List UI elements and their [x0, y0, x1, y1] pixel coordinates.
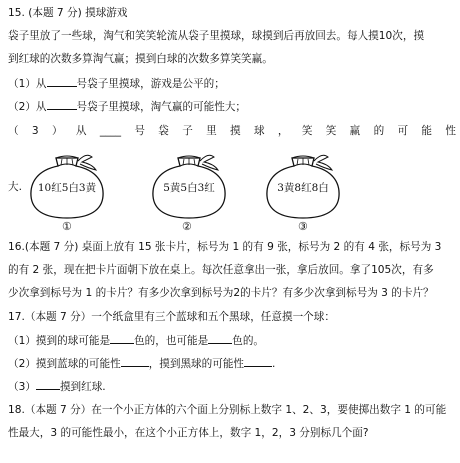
bag-3-image [262, 146, 344, 220]
bag-2-label: 5黄5白3红 [163, 182, 215, 194]
q15-sub3: （ 3 ） 从 ____ 号 袋 子 里 摸 球 ， 笑 笑 赢 的 可 能 性 [8, 125, 456, 137]
q15-text-line1: 袋子里放了一些球，淘气和笑笑轮流从袋子里摸球，球摸到后再放回去。每人摸10次，摸 [8, 30, 425, 42]
bag-3-label: 3黄8红8白 [277, 182, 329, 194]
answer-blank[interactable] [121, 356, 149, 367]
bag-2-image [148, 146, 230, 220]
q17-title: 17.（本题 7 分）一个纸盒里有三个蓝球和五个黑球，任意摸一个球： [8, 311, 335, 323]
q18-line1: 18.（本题 7 分）在一个小正方体的六个面上分别标上数字 1、2、3，要使掷出数字 1 的可能 [8, 404, 447, 416]
q15-text-line2: 到红球的次数多算淘气赢；摸到白球的次数多算笑笑赢。 [8, 53, 273, 65]
bag-1-image [26, 146, 108, 220]
q15-sub3-end: 大. [8, 181, 22, 193]
answer-blank[interactable]: ____ [99, 125, 122, 137]
answer-blank[interactable] [47, 99, 77, 110]
bag-1-label: 10红5白3黄 [37, 182, 97, 194]
q15-title: 15. (本题 7 分) 摸球游戏 [8, 7, 128, 19]
answer-blank[interactable] [244, 356, 272, 367]
q15-sub1: （1）从 号袋子里摸球，游戏是公平的； [8, 78, 225, 90]
q16-line3: 少次拿到标号为 1 的卡片？有多少次拿到标号为2的卡片？有多少次拿到标号为 3 的卡片？ [8, 287, 434, 299]
q17-sub3: （3） 摸到红球. [8, 381, 106, 393]
q18-line2: 性最大，3 的可能性最小，在这个小正方体上，数字 1，2，3 分别标几个面? [8, 427, 369, 439]
bag-2-number: ② [182, 220, 192, 233]
q16-line2: 的有 2 张，现在把卡片面朝下放在桌上。每次任意拿出一张，拿后放回。拿了105次，有多 [8, 264, 434, 276]
bag-3-number: ③ [298, 220, 308, 233]
answer-blank[interactable] [36, 379, 60, 390]
q17-sub2: （2）摸到蓝球的可能性 ，摸到黑球的可能性 . [8, 358, 276, 370]
q17-sub1: （1）摸到的球可能是 色的，也可能是 色的。 [8, 335, 265, 347]
q16-line1: 16.(本题 7 分) 桌面上放有 15 张卡片，标号为 1 的有 9 张，标号为 2 的有 4 张，标号为 3 [8, 241, 442, 253]
q15-sub2: （2）从 号袋子里摸球，淘气赢的可能性大； [8, 101, 247, 113]
answer-blank[interactable] [110, 333, 134, 344]
bag-1-number: ① [62, 220, 72, 233]
answer-blank[interactable] [47, 76, 77, 87]
answer-blank[interactable] [208, 333, 232, 344]
